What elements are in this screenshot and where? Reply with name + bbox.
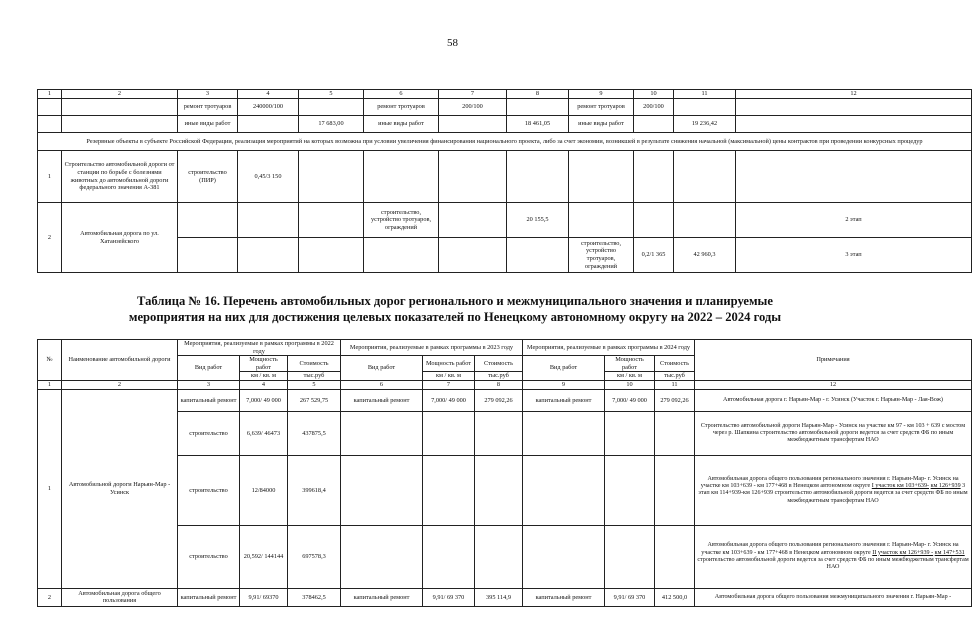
note: Автомобильная дорога общего пользования межмуниципального значения г. Нарьян-Мар - (695, 588, 972, 606)
cost: 42 960,3 (674, 238, 736, 273)
capacity: 0,2/1 365 (634, 238, 674, 273)
unit-cost: тыс.руб (655, 372, 695, 381)
table-row (38, 238, 972, 273)
col-num: 10 (634, 90, 674, 99)
table-row (38, 389, 972, 411)
header-num: № (38, 340, 62, 381)
col-num: 7 (423, 380, 475, 389)
col-num: 1 (38, 90, 62, 99)
work-type: ремонт тротуаров (178, 99, 238, 116)
capacity: 12/84000 (240, 455, 288, 525)
header-2023: Мероприятия, реализуемые в рамках программы в 2023 году (341, 340, 523, 356)
work-type: капитальный ремонт (178, 588, 240, 606)
col-num: 4 (238, 90, 299, 99)
header-capacity: Мощность работ (605, 356, 655, 372)
stage-note: 2 этап (736, 203, 972, 238)
column-number-row (38, 90, 972, 99)
col-num: 6 (341, 380, 423, 389)
stage-note: 3 этап (736, 238, 972, 273)
header-row (38, 340, 972, 356)
header-capacity: Мощность работ (240, 356, 288, 372)
header-capacity: Мощность работ (423, 356, 475, 372)
note: Автомобильная дорога г. Нарьян-Мар - г. Усинск (Участок г. Нарьян-Мар - Лая-Вож) (695, 389, 972, 411)
col-num: 3 (178, 380, 240, 389)
work-type: капитальный ремонт (341, 389, 423, 411)
capacity: 9,91/ 69370 (240, 588, 288, 606)
col-num: 2 (62, 380, 178, 389)
capacity: 240000/100 (238, 99, 299, 116)
work-type: иные виды работ (364, 116, 439, 133)
note: Автомобильная дорога общего пользования регионального значения г. Нарьян-Мар- г. Усинск на участке км 103+639 - км 177+468 в Ненецком автономном округе II участок км 126+939 - км 147+531 строительство автомобильной дороги ведется за счет средств ФБ по иным межбюджетным трансфертам НАО (695, 525, 972, 588)
row-number: 1 (38, 151, 62, 203)
work-type: строительство, устройство тротуаров, ограждений (364, 203, 439, 238)
col-num: 2 (62, 90, 178, 99)
header-cost: Стоимость (475, 356, 523, 372)
header-2022: Мероприятия, реализуемые в рамках программы в 2022 году (178, 340, 341, 356)
col-num: 5 (299, 90, 364, 99)
unit-cost: тыс.руб (288, 372, 341, 381)
capacity: 9,91/ 69 370 (423, 588, 475, 606)
road-name: Автомобильная дорога по ул. Хатанзейского (62, 203, 178, 273)
col-num: 3 (178, 90, 238, 99)
table-row (38, 99, 972, 116)
table-row (38, 525, 972, 588)
work-type: иные виды работ (569, 116, 634, 133)
reserve-row (38, 133, 972, 151)
unit-capacity: км / кв. м (423, 372, 475, 381)
col-num: 12 (695, 380, 972, 389)
road-name: Строительство автомобильной дороги от станции по борьбе с болезнями животных до автомобильной дороги федерального значения А-381 (62, 151, 178, 203)
capacity: 9,91/ 69 370 (605, 588, 655, 606)
table-title (40, 294, 870, 325)
road-name: Автомобильная дорога общего пользования (62, 588, 178, 606)
work-type: строительство (ПИР) (178, 151, 238, 203)
cost: 17 683,00 (299, 116, 364, 133)
work-type: капитальный ремонт (523, 389, 605, 411)
col-num: 8 (475, 380, 523, 389)
cost: 437875,5 (288, 411, 341, 455)
note: Строительство автомобильной дороги Нарьян-Мар - Усинск на участке км 97 - км 103 + 639 с мостом через р. Шапкина строительство автомобильной дороги ведется за счет средств ФБ по иным межбюджетным трансфертам НАО (695, 411, 972, 455)
col-num: 4 (240, 380, 288, 389)
header-work-type: Вид работ (523, 356, 605, 381)
cost: 267 529,75 (288, 389, 341, 411)
col-num: 11 (655, 380, 695, 389)
col-num: 5 (288, 380, 341, 389)
cost: 20 155,5 (507, 203, 569, 238)
header-road-name: Наименование автомобильной дороги (62, 340, 178, 381)
col-num: 8 (507, 90, 569, 99)
cost: 378462,5 (288, 588, 341, 606)
top-table (37, 89, 972, 273)
cost: 18 461,05 (507, 116, 569, 133)
work-type: строительство (178, 455, 240, 525)
unit-capacity: км / кв. м (240, 372, 288, 381)
header-cost: Стоимость (655, 356, 695, 372)
col-num: 9 (569, 90, 634, 99)
cost: 279 092,26 (655, 389, 695, 411)
reserve-text: Резервные объекты в субъекте Российской Федерации, реализация мероприятий на которых возможна при условии увеличения финансирования национального проекта, либо за счет экономии, возникшей в результате снижения начальной (максимальной) цены контрактов при проведении конкурсных процедур (38, 133, 972, 151)
work-type: ремонт тротуаров (569, 99, 634, 116)
capacity: 6,639/ 46473 (240, 411, 288, 455)
work-type: строительство, устройство тротуаров, ограждений (569, 238, 634, 273)
row-number: 1 (38, 389, 62, 588)
table-row (38, 411, 972, 455)
capacity: 200/100 (634, 99, 674, 116)
capacity: 7,000/ 49 000 (240, 389, 288, 411)
capacity: 7,000/ 49 000 (605, 389, 655, 411)
capacity: 7,000/ 49 000 (423, 389, 475, 411)
capacity: 0,45/3 150 (238, 151, 299, 203)
col-num: 9 (523, 380, 605, 389)
road-name: Автомобильной дороги Нарьян-Мар - Усинск (62, 389, 178, 588)
cost: 399618,4 (288, 455, 341, 525)
col-num: 1 (38, 380, 62, 389)
table-row (38, 203, 972, 238)
col-num: 7 (439, 90, 507, 99)
cost: 412 500,0 (655, 588, 695, 606)
row-number: 2 (38, 588, 62, 606)
work-type: капитальный ремонт (523, 588, 605, 606)
note: Автомобильная дорога общего пользования регионального значения г. Нарьян-Мар- г. Усинск на участке км 103+639 - км 177+468 в Ненецком автономном округе I участок км 103+639- км 126+939 3 этап км 114+939-км 126+939 строительство автомобильной дороги ведется за счет средств ФБ по иным межбюджетным трансфертам НАО (695, 455, 972, 525)
work-type: иные виды работ (178, 116, 238, 133)
table-row (38, 116, 972, 133)
header-cost: Стоимость (288, 356, 341, 372)
title-line-1: Таблица № 16. Перечень автомобильных дорог регионального и межмуниципального значения и планируемые (137, 294, 773, 308)
capacity: 200/100 (439, 99, 507, 116)
col-num: 10 (605, 380, 655, 389)
col-num: 11 (674, 90, 736, 99)
work-type: строительство (178, 525, 240, 588)
header-notes: Примечания (695, 340, 972, 381)
work-type: строительство (178, 411, 240, 455)
capacity: 20,592/ 144144 (240, 525, 288, 588)
table-row (38, 588, 972, 606)
roads-table (37, 339, 972, 607)
cost: 395 114,9 (475, 588, 523, 606)
header-work-type: Вид работ (341, 356, 423, 381)
cost: 279 092,26 (475, 389, 523, 411)
table-row (38, 151, 972, 203)
cost: 697578,3 (288, 525, 341, 588)
col-num: 6 (364, 90, 439, 99)
unit-cost: тыс.руб (475, 372, 523, 381)
work-type: ремонт тротуаров (364, 99, 439, 116)
cost: 19 236,42 (674, 116, 736, 133)
col-num: 12 (736, 90, 972, 99)
work-type: капитальный ремонт (341, 588, 423, 606)
unit-capacity: км / кв. м (605, 372, 655, 381)
page-number: 58 (447, 37, 458, 49)
header-2024: Мероприятия, реализуемые в рамках программы в 2024 году (523, 340, 695, 356)
header-work-type: Вид работ (178, 356, 240, 381)
column-number-row (38, 380, 972, 389)
work-type: капитальный ремонт (178, 389, 240, 411)
title-line-2: мероприятия на них для достижения целевых показателей по Ненецкому автономному округу на 2022 – 2024 годы (128, 309, 782, 324)
table-row (38, 455, 972, 525)
row-number: 2 (38, 203, 62, 273)
